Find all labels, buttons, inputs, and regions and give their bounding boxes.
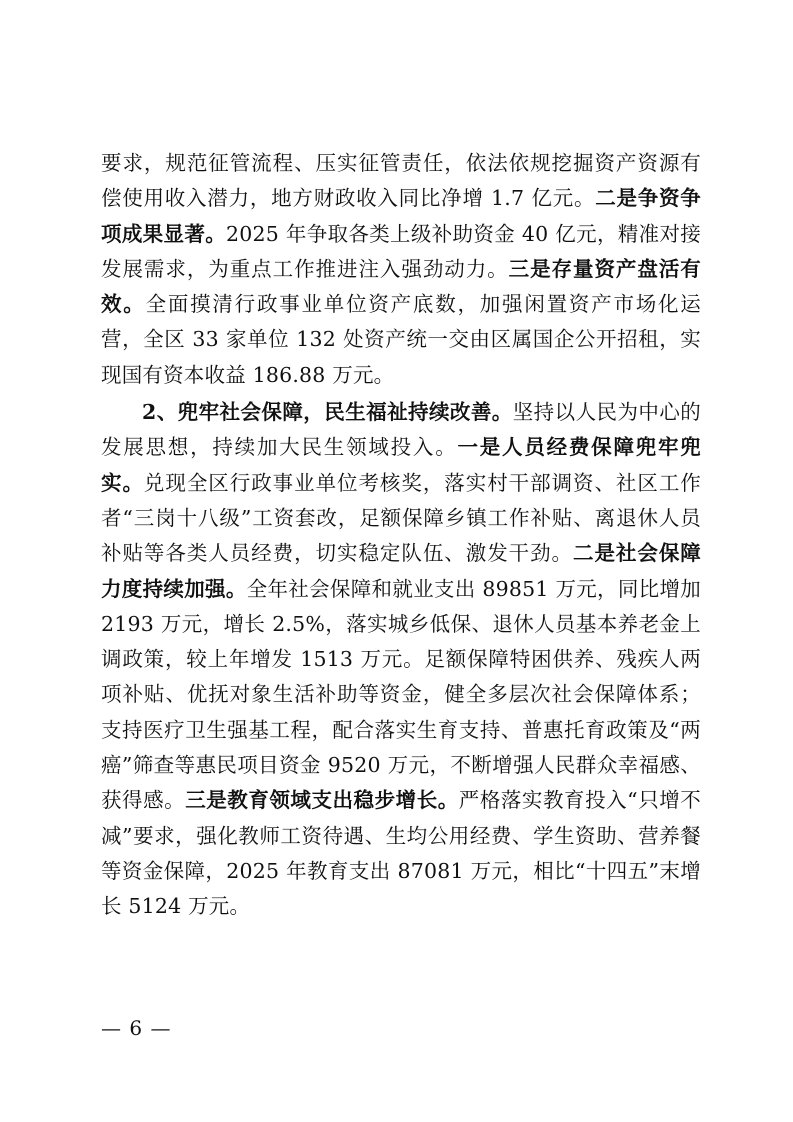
paragraph-social-security (101, 395, 701, 924)
page-number: — 6 — (101, 1016, 172, 1040)
text-run: 全面摸清行政事业单位资产底数，加强闲置资产市场化运营，全区 33 家单位 132 处资产统一交由区属国企公开招租，实现国有资本收益 186.88 万元。 (101, 292, 701, 387)
section-heading-run: 2、兜牢社会保障，民生福祉持续改善。 (142, 400, 513, 425)
text-run: 坚持以人民为中心的发展思想，持续加大民生领域投入。 (101, 400, 701, 460)
paragraph-revenue-assets (101, 146, 701, 393)
bold-heading-run: 一是人员经费保障兜牢兜实。 (101, 435, 702, 495)
bold-heading-run: 二是争资争项成果显著。 (101, 186, 701, 246)
text-run: 要求，规范征管流程、压实征管责任，依法依规挖掘资产资源有偿使用收入潜力，地方财政收入同比净增 1.7 亿元。 (101, 151, 701, 211)
text-run: 兑现全区行政事业单位考核奖，落实村干部调资、社区工作者“三岗十八级”工资套改，足额保障乡镇工作补贴、离退休人员补贴等各类人员经费，切实稳定队伍、激发干劲。 (101, 470, 702, 566)
bold-heading-run: 三是教育领域支出稳步增长。 (185, 788, 459, 813)
bold-heading-run: 三是存量资产盘活有效。 (101, 256, 701, 317)
text-run: 全年社会保障和就业支出 89851 万元，同比增加 2193 万元，增长 2.5%，落实城乡低保、退休人员基本养老金上调政策，较上年增发 1513 万元。足额保障特困供养、残疾人两项补贴、优抚对象生活补助等资金，健全多层次社会保障体系；支持医疗卫生强基工程，配合落实生育支持、普惠托育政策及“两癌”筛查等惠民项目资金 9520 万元，不断增强人民群众幸福感、获得感。 (101, 576, 701, 813)
bold-heading-run: 二是社会保障力度持续加强。 (101, 541, 701, 601)
text-run: 2025 年争取各类上级补助资金 40 亿元，精准对接发展需求，为重点工作推进注入强劲动力。 (101, 221, 701, 281)
text-run: 严格落实教育投入“只增不减”要求，强化教师工资待遇、生均公用经费、学生资助、营养餐等资金保障，2025 年教育支出 87081 万元，相比“十四五”末增长 5124 万元。 (101, 788, 701, 919)
body-text (101, 146, 701, 925)
